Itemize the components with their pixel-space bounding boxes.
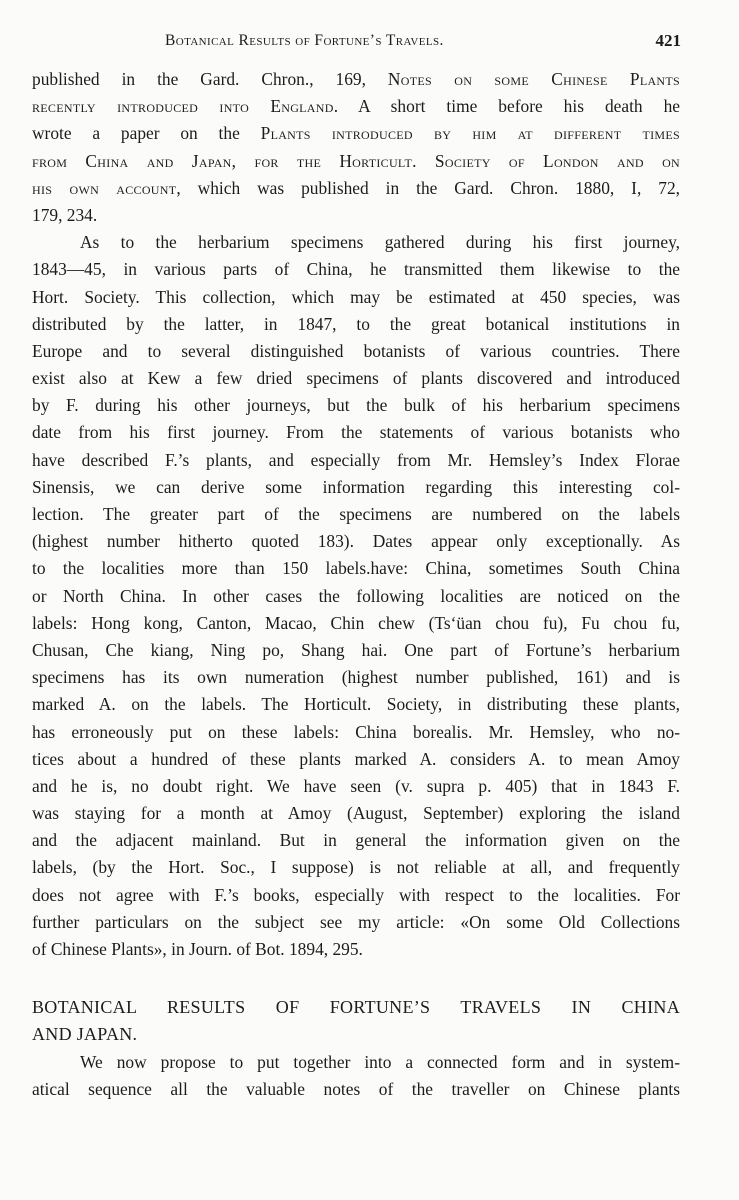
paragraph-2-line: (highest number hitherto quoted 183). Dates appear only exceptionally. As — [32, 531, 680, 552]
section-heading-line-2: AND JAPAN. — [32, 1024, 138, 1044]
paragraph-2-line: labels, (by the Hort. Soc., I suppose) is not reliable at all, and frequently — [32, 857, 680, 878]
paragraph-2-line: 1843—45, in various parts of China, he transmitted them likewise to the — [32, 259, 680, 280]
paragraph-2-line: specimens has its own numeration (highest number published, 161) and is — [32, 667, 680, 688]
paragraph-1-line-1 — [32, 66, 680, 93]
paragraph-1-line-5 — [32, 175, 680, 202]
text-run: . A short time before his death he — [333, 96, 681, 117]
paragraph-2-line: further particulars on the subject see my article: «On some Old Collections — [32, 911, 680, 932]
paragraph-2-line: date from his first journey. From the statements of various botanists who — [32, 422, 680, 443]
paragraph-1-line-3 — [32, 120, 680, 147]
paragraph-2-line: exist also at Kew a few dried specimens of plants discovered and introduced — [32, 368, 680, 389]
paragraph-2-line: marked A. on the labels. The Horticult. Society, in distributing these plants, — [32, 694, 680, 715]
paragraph-2-line: of Chinese Plants», in Journ. of Bot. 1894, 295. — [32, 939, 363, 959]
paragraph-2-line: was staying for a month at Amoy (August, September) exploring the island — [32, 803, 680, 824]
paragraph-2-line: and he is, no doubt right. We have seen (v. supra p. 405) that in 1843 F. — [32, 775, 680, 796]
paragraph-2-line: Hort. Society. This collection, which may be estimated at 450 species, was — [32, 286, 680, 307]
paragraph-2-line: has erroneously put on these labels: China borealis. Mr. Hemsley, who no- — [32, 721, 680, 742]
small-caps-title: his own account — [32, 177, 177, 198]
body-text — [32, 66, 680, 963]
paragraph-2-line: or North China. In other cases the following localities are noticed on the — [32, 585, 680, 606]
paragraph-1-line-4 — [32, 148, 680, 175]
paragraph-1-line-2 — [32, 93, 680, 120]
small-caps-title: from China and Japan, for the Horticult. Society of London and on — [32, 150, 680, 171]
paragraph-2-line: by F. during his other journeys, but the bulk of his herbarium specimens — [32, 395, 680, 416]
paragraph-2-line: to the localities more than 150 labels.have: China, sometimes South China — [32, 558, 680, 579]
paragraph-2-line: does not agree with F.’s books, especially with respect to the localities. For — [32, 884, 680, 905]
text-run: published in the Gard. Chron., 169, — [32, 69, 388, 89]
paragraph-2-line: Chusan, Che kiang, Ning po, Shang hai. One part of Fortune’s herbarium — [32, 639, 680, 660]
paragraph-2-line: and the adjacent mainland. But in general the information given on the — [32, 830, 680, 851]
running-header — [0, 32, 739, 56]
paragraph-2-line: have described F.’s plants, and especially from Mr. Hemsley’s Index Florae — [32, 449, 680, 470]
small-caps-title: Notes on some Chinese Plants — [387, 69, 680, 89]
text-run: wrote a paper on the — [32, 123, 261, 144]
paragraph-3-line: atical sequence all the valuable notes of the traveller on Chinese plants — [32, 1079, 680, 1100]
section-heading-line-1: BOTANICAL RESULTS OF FORTUNE’S TRAVELS IN CHINA — [32, 997, 680, 1017]
paragraph-2-line: distributed by the latter, in 1847, to the great botanical institutions in — [32, 313, 680, 334]
paragraph-2-line: lection. The greater part of the specimens are numbered on the labels — [32, 504, 680, 524]
paragraph-1-line-6: 179, 234. — [32, 204, 98, 225]
text-run: , which was published in the Gard. Chron. 1880, I, 72, — [176, 177, 680, 198]
small-caps-title: Plants introduced by him at different times — [260, 123, 681, 144]
section-heading — [32, 994, 680, 1048]
paragraph-2-line: tices about a hundred of these plants marked A. considers A. to mean Amoy — [32, 748, 680, 769]
paragraph-3-line: We now propose to put together into a connected form and in system- — [80, 1052, 680, 1072]
paragraph-3 — [32, 1049, 680, 1103]
paragraph-2-line: labels: Hong kong, Canton, Macao, Chin chew (Ts‘üan chou fu), Fu chou fu, — [32, 612, 680, 633]
running-title: Botanical Results of Fortune’s Travels. — [165, 32, 444, 49]
paragraph-2-line: Sinensis, we can derive some information regarding this interesting col- — [32, 476, 680, 497]
page-number: 421 — [655, 31, 681, 50]
small-caps-title: recently introduced into England — [32, 96, 334, 117]
paragraph-2-line: Europe and to several distinguished botanists of various countries. There — [32, 340, 680, 361]
paragraph-2-line: As to the herbarium specimens gathered during his first journey, — [80, 232, 680, 253]
